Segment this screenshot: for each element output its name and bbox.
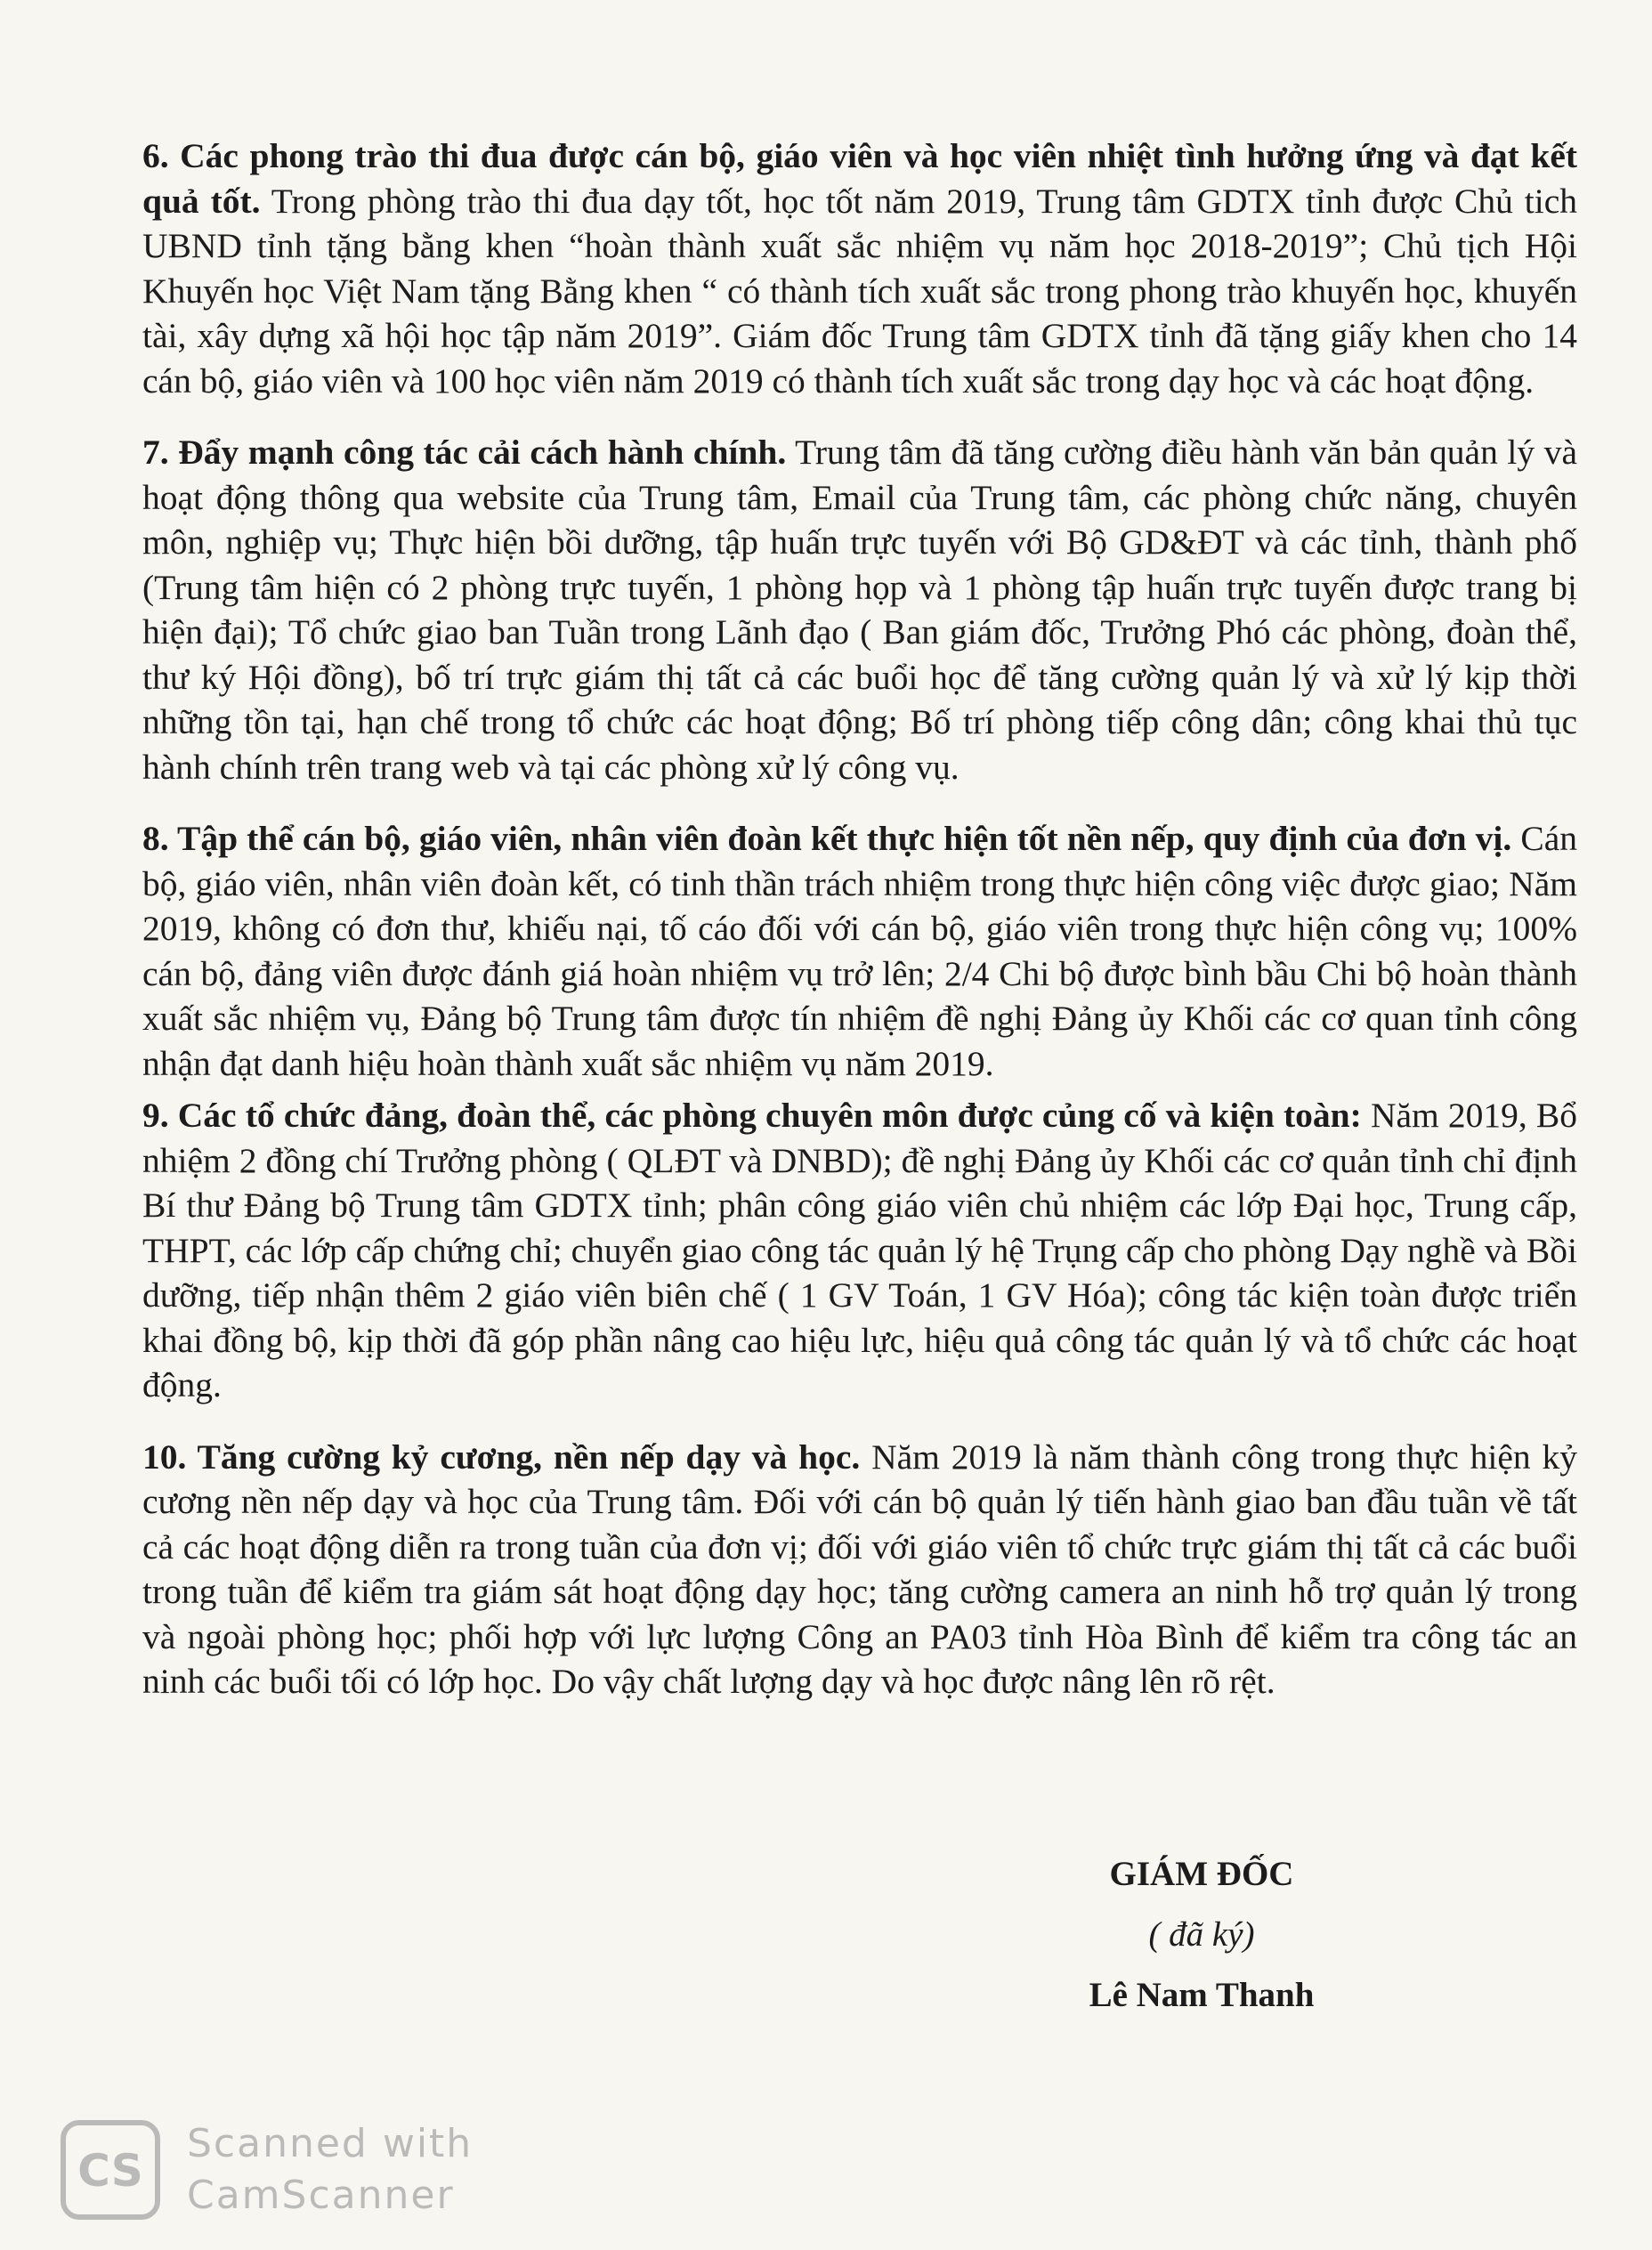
document-page <box>142 134 1577 1731</box>
section-10-body: Năm 2019 là năm thành công trong thực hiện kỷ cương nền nếp dạy và học của Trung tâm. Đối với cán bộ quản lý tiến hành giao ban đầu tuần về tất cả các hoạt động diễn ra trong tuần của đơn vị; đối với giáo viên tổ chức trực giám thị tất cả các buổi trong tuần để kiểm tra giám sát hoạt động dạy học; tăng cường camera an ninh hỗ trợ quản lý trong và ngoài phòng học; phối hợp với lực lượng Công an PA03 tỉnh Hòa Bình để kiểm tra công tác an ninh các buổi tối có lớp học. Do vậy chất lượng dạy và học được nâng lên rõ rệt. <box>142 1437 1578 1701</box>
watermark-line-1: Scanned with <box>187 2121 474 2166</box>
camscanner-logo-text: CS <box>77 2145 143 2197</box>
camscanner-watermark <box>61 2118 473 2222</box>
section-8-body: Cán bộ, giáo viên, nhân viên đoàn kết, có tinh thần trách nhiệm trong thực hiện công việc được giao; Năm 2019, không có đơn thư, khiếu nại, tố cáo đối với cán bộ, giáo viên trong thực hiện công vụ; 100% cán bộ, đảng viên được đánh giá hoàn nhiệm vụ trở lên; 2/4 Chi bộ được bình bầu Chi bộ hoàn thành xuất sắc nhiệm vụ, Đảng bộ Trung tâm được tín nhiệm đề nghị Đảng ủy Khối các cơ quan tỉnh công nhận đạt danh hiệu hoàn thành xuất sắc nhiệm vụ năm 2019. <box>142 819 1578 1083</box>
signature-note: ( đã ký) <box>1148 1915 1255 1954</box>
section-10 <box>142 1435 1577 1704</box>
section-9 <box>142 1093 1577 1408</box>
watermark-line-2: CamScanner <box>187 2173 455 2218</box>
section-7-heading: 7. Đẩy mạnh công tác cải cách hành chính. <box>142 433 787 472</box>
section-6 <box>142 134 1577 403</box>
signature-block <box>1015 1851 1389 2019</box>
section-7 <box>142 430 1577 789</box>
signature-name: Lê Nam Thanh <box>1089 1976 1315 2014</box>
section-6-heading: 6. Các phong trào thi đua được cán bộ, giáo viên và học viên nhiệt tình hưởng ứng và đạt kết quả tốt. <box>142 136 1577 221</box>
section-9-heading: 9. Các tổ chức đảng, đoàn thể, các phòng chuyên môn được củng cố và kiện toàn: <box>142 1096 1362 1135</box>
section-9-body: Năm 2019, Bổ nhiệm 2 đồng chí Trưởng phòng ( QLĐT và DNBD); đề nghị Đảng ủy Khối các cơ quản tỉnh chỉ định Bí thư Đảng bộ Trung tâm GDTX tỉnh; phân công giáo viên chủ nhiệm các lớp Đại học, Trung cấp, THPT, các lớp cấp chứng chỉ; chuyển giao công tác quản lý hệ Trụng cấp cho phòng Dạy nghề và Bồi dưỡng, tiếp nhận thêm 2 giáo viên biên chế ( 1 GV Toán, 1 GV Hóa); công tác kiện toàn được triển khai đồng bộ, kịp thời đã góp phần nâng cao hiệu lực, hiệu quả công tác quản lý và tổ chức các hoạt động. <box>142 1096 1578 1404</box>
section-6-body: Trong phòng trào thi đua dạy tốt, học tốt năm 2019, Trung tâm GDTX tỉnh được Chủ tich UBND tỉnh tặng bằng khen “hoàn thành xuất sắc nhiệm vụ năm học 2018-2019”; Chủ tịch Hội Khuyến học Việt Nam tặng Bằng khen “ có thành tích xuất sắc trong phong trào khuyến học, khuyến tài, xây dựng xã hội học tập năm 2019”. Giám đốc Trung tâm GDTX tỉnh đã tặng giấy khen cho 14 cán bộ, giáo viên và 100 học viên năm 2019 có thành tích xuất sắc trong dạy học và các hoạt động. <box>142 181 1577 401</box>
section-7-body: Trung tâm đã tăng cường điều hành văn bản quản lý và hoạt động thông qua website của Trung tâm, Email của Trung tâm, các phòng chức năng, chuyên môn, nghiệp vụ; Thực hiện bồi dưỡng, tập huấn trực tuyến với Bộ GD&ĐT và các tỉnh, thành phố (Trung tâm hiện có 2 phòng trực tuyến, 1 phòng họp và 1 phòng tập huấn trực tuyến được trang bị hiện đại); Tổ chức giao ban Tuần trong Lãnh đạo ( Ban giám đốc, Trưởng Phó các phòng, đoàn thể, thư ký Hội đồng), bố trí trực giám thị tất cả các buổi học để tăng cường quản lý và xử lý kịp thời những tồn tại, hạn chế trong tổ chức các hoạt động; Bố trí phòng tiếp công dân; công khai thủ tục hành chính trên trang web và tại các phòng xử lý công vụ. <box>142 433 1577 787</box>
section-8-heading: 8. Tập thể cán bộ, giáo viên, nhân viên đoàn kết thực hiện tốt nền nếp, quy định của đơn vị. <box>142 819 1512 858</box>
camscanner-logo-icon <box>61 2120 160 2220</box>
watermark-text <box>187 2118 473 2222</box>
signature-title: GIÁM ĐỐC <box>1109 1855 1294 1893</box>
section-10-heading: 10. Tăng cường kỷ cương, nền nếp dạy và học. <box>142 1437 861 1477</box>
section-8 <box>142 816 1577 1086</box>
